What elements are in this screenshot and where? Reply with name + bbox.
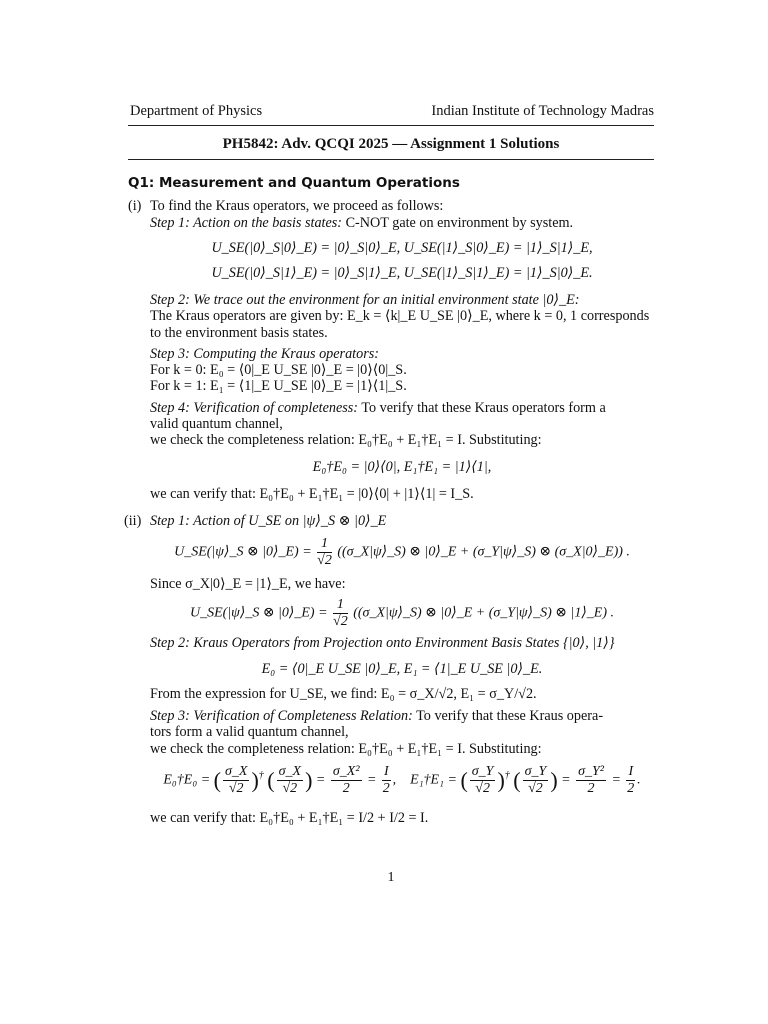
frac-i-2-b (626, 764, 635, 797)
part-i-step1 (150, 215, 573, 232)
page-number: 1 (387, 870, 395, 885)
eq-action-psi-left: U_SE(|ψ⟩_S ⊗ |0⟩_E) = (174, 544, 316, 560)
question-heading: Q1: Measurement and Quantum Operations (128, 175, 460, 191)
step1-title: Step 1: Action on the basis states: (150, 215, 343, 231)
frac-num: σ_Y (524, 764, 547, 779)
fraction-numerator: 1 (317, 536, 332, 553)
part-i-step3-k0: For k = 0: E₀ = ⟨0|_E U_SE |0⟩_E = |0⟩⟨0|_S. (150, 362, 407, 378)
equation-basis-action-1: U_SE(|0⟩_S|0⟩_E) = |0⟩_S|0⟩_E, U_SE(|1⟩_S|0⟩_E) = |1⟩_S|1⟩_E, (211, 240, 593, 256)
part-i-step4-line2: valid quantum channel, (150, 416, 283, 432)
part-ii-label: (ii) (124, 513, 142, 529)
part-i-step3-k1: For k = 1: E₁ = ⟨1|_E U_SE |0⟩_E = |1⟩⟨1|_S. (150, 378, 407, 394)
step4-text: To verify that these Kraus operators form a (361, 400, 606, 416)
part-i-intro: To find the Kraus operators, we proceed as follows: (150, 198, 444, 214)
fraction-denominator: √2 (333, 614, 348, 629)
header-rule-top (128, 125, 654, 126)
part-i-step3-title: Step 3: Computing the Kraus operators: (150, 346, 379, 362)
frac-i-2 (382, 764, 391, 797)
dagger-sup: † (504, 770, 510, 782)
paren-close: ) (305, 767, 313, 793)
fraction-one-over-root2 (317, 536, 332, 569)
frac-den: 2 (587, 781, 595, 796)
part-ii-step2-title: Step 2: Kraus Operators from Projection onto Environment Basis States {|0⟩, |1⟩} (150, 635, 615, 651)
part-i-step4-line3: we check the completeness relation: E₀†E₀ + E₁†E₁ = I. Substituting: (150, 432, 542, 448)
header-institute: Indian Institute of Technology Madras (431, 103, 654, 119)
frac-num: σ_X (278, 764, 302, 779)
frac-num: σ_Y (471, 764, 494, 779)
eq-simplified-left: U_SE(|ψ⟩_S ⊗ |0⟩_E) = (190, 605, 332, 621)
part-i-verify: we can verify that: E₀†E₀ + E₁†E₁ = |0⟩⟨0| + |1⟩⟨1| = I_S. (150, 486, 474, 502)
frac-den: 2 (627, 781, 635, 796)
step4-title: Step 4: Verification of completeness: (150, 400, 359, 416)
part-i-label: (i) (128, 198, 142, 214)
frac-den: √2 (228, 781, 244, 796)
part-ii-step3-line3: we check the completeness relation: E₀†E₀ + E₁†E₁ = I. Substituting: (150, 741, 542, 757)
part-ii-since: Since σ_X|0⟩_E = |1⟩_E, we have: (150, 576, 346, 592)
equation-kraus-projection: E₀ = ⟨0|_E U_SE |0⟩_E, E₁ = ⟨1|_E U_SE |0⟩_E. (261, 661, 543, 677)
frac-den: 2 (342, 781, 350, 796)
equation-action-psi-simplified (150, 597, 654, 630)
frac-num: σ_X² (332, 764, 360, 779)
part-ii-verify: we can verify that: E₀†E₀ + E₁†E₁ = I/2 + I/2 = I. (150, 810, 429, 826)
frac-num: I (628, 764, 634, 779)
frac-num: σ_Y² (578, 764, 604, 779)
frac-sx2-2 (331, 764, 362, 797)
part-i-step2-title: Step 2: We trace out the environment for an initial environment state |0⟩_E: (150, 292, 580, 308)
paren-close: ) (550, 767, 558, 793)
paren-close: ) (497, 767, 505, 793)
step1-text: C-NOT gate on environment by system. (345, 215, 574, 231)
part-i-step2-line2: to the environment basis states. (150, 325, 328, 341)
paren-open: ( (513, 767, 521, 793)
part-ii-step3-line2: tors form a valid quantum channel, (150, 724, 349, 740)
eq-action-psi-right: ((σ_X|ψ⟩_S) ⊗ |0⟩_E + (σ_Y|ψ⟩_S) ⊗ (σ_X|0⟩_E)) . (337, 544, 630, 560)
part-ii-step1-title: Step 1: Action of U_SE on |ψ⟩_S ⊗ |0⟩_E (150, 513, 387, 529)
frac-num: I (383, 764, 389, 779)
header-department: Department of Physics (130, 103, 263, 119)
frac-sy2-2 (576, 764, 606, 797)
paren-open: ( (460, 767, 468, 793)
step3-title: Step 3: Verification of Completeness Relation: (150, 708, 413, 724)
frac-den: √2 (282, 781, 298, 796)
part-ii-from-expression: From the expression for U_SE, we find: E₀ = σ_X/√2, E₁ = σ_Y/√2. (150, 686, 537, 702)
frac-num: σ_X (224, 764, 248, 779)
frac-den: √2 (528, 781, 543, 796)
part-i-step4 (150, 400, 606, 417)
frac-sx-root2 (223, 764, 249, 797)
paren-open: ( (213, 767, 221, 793)
frac-den: √2 (475, 781, 490, 796)
equation-action-psi (150, 536, 654, 569)
frac-sx-root2-b (277, 764, 303, 797)
frac-sy-root2-b (523, 764, 549, 797)
eq-simplified-right: ((σ_X|ψ⟩_S) ⊗ |0⟩_E + (σ_Y|ψ⟩_S) ⊗ |1⟩_E) . (353, 605, 614, 621)
eq-e1-label: E₁†E₁ = (410, 772, 457, 788)
frac-den: 2 (382, 781, 390, 796)
eq-e0-label: E₀†E₀ = (163, 772, 211, 788)
paren-open: ( (267, 767, 275, 793)
fraction-numerator: 1 (333, 597, 348, 614)
frac-sy-root2 (470, 764, 496, 797)
equation-basis-action-2: U_SE(|0⟩_S|1⟩_E) = |0⟩_S|1⟩_E, U_SE(|1⟩_S|1⟩_E) = |1⟩_S|0⟩_E. (211, 265, 593, 281)
header-rule-bottom (128, 159, 654, 160)
fraction-denominator: √2 (317, 553, 332, 568)
part-i-step2-line1: The Kraus operators are given by: E_k = ⟨k|_E U_SE |0⟩_E, where k = 0, 1 corresponds (150, 308, 650, 324)
dagger-sup: † (258, 770, 264, 782)
equation-completeness-terms: E₀†E₀ = |0⟩⟨0|, E₁†E₁ = |1⟩⟨1|, (312, 459, 492, 475)
fraction-one-over-root2-b (333, 597, 348, 630)
part-ii-step3 (150, 708, 603, 725)
page-title: PH5842: Adv. QCQI 2025 — Assignment 1 Solutions (222, 136, 560, 152)
equation-completeness-fractions: E₀†E₀ = ( $\frac{\sigma\_X}{√2}$ )† ( $\frac{\sigma\_X}{√2}$ ) = $\frac{\text{σ\_X²}}{2}$ = $\frac{I}{2}$ , E₁†E₁ = ( $\frac{\sigma\_Y}{√2}$ )† ( $\frac{\sigma\_Y}{√2}$ ) = $\frac{\text{σ\_Y²}}{2}$ = $\frac{I}{2}$ . (163, 764, 641, 796)
paren-close: ) (251, 767, 259, 793)
step3-text: To verify that these Kraus opera- (416, 708, 604, 724)
